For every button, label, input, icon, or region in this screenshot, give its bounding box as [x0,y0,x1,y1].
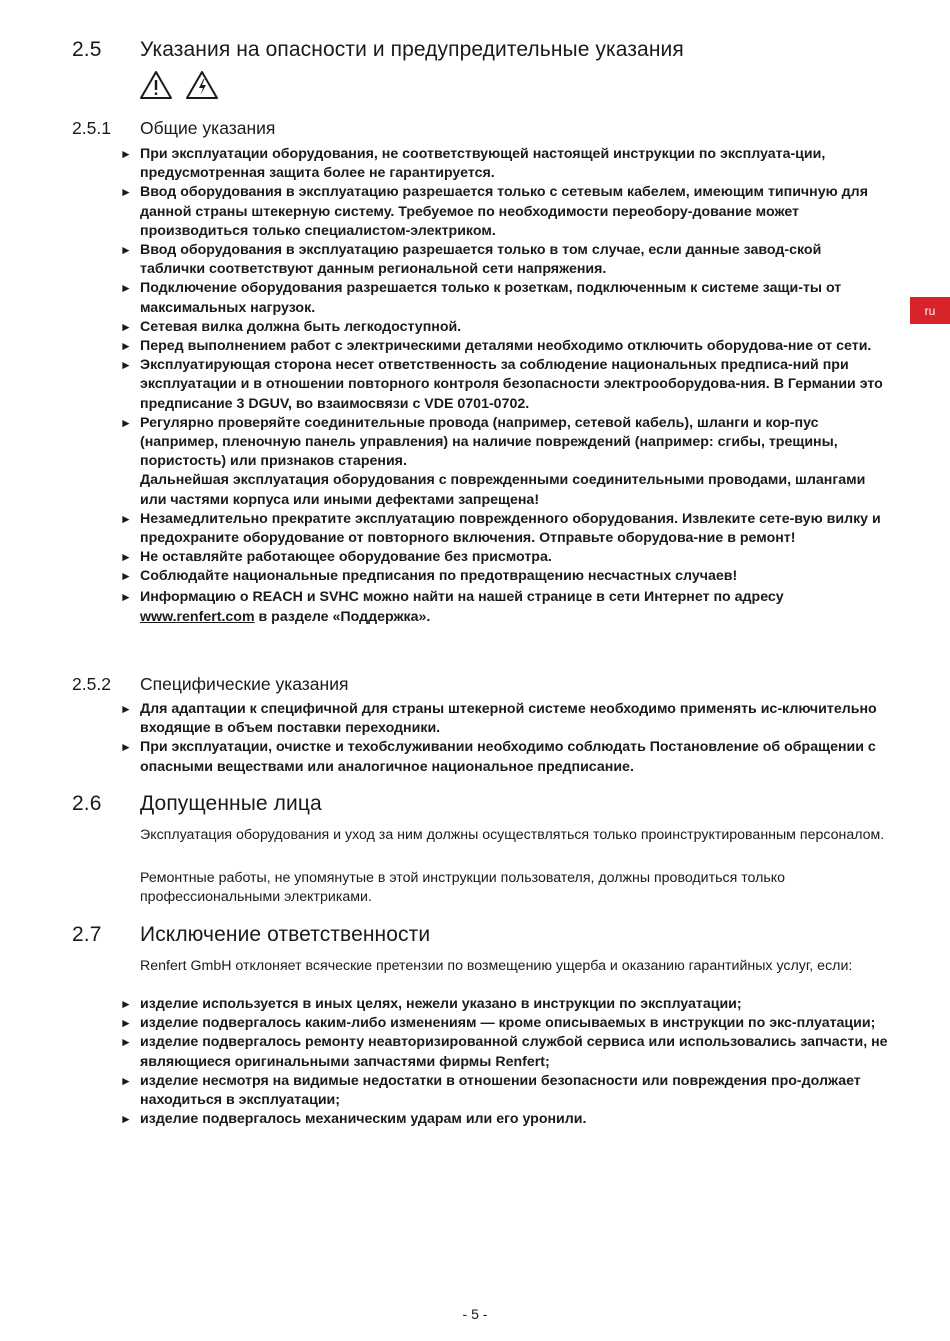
warning-icon [139,70,173,100]
section-2-5-2-heading [72,674,348,695]
list-item: ► Эксплуатирующая сторона несет ответственность за соблюдение национальных предписа-ний при эксплуатации и в отношении повторного контроля безопасности электрооборудова-ния. В Германии это предписание 3 DGUV, во взаимосвязи с VDE 0701-0702. [120,357,883,412]
list-item: ► изделие подвергалось ремонту неавторизированной службой сервиса или использовались запчасти, не являющиеся оригинальными запчастями фирмы Renfert; [120,1034,888,1070]
section-title: Допущенные лица [140,792,322,815]
list-item: ► Для адаптации к специфичной для страны штекерной системе необходимо применять ис-ключительно входящие в объем поставки переходники. [120,701,877,737]
list-item: ► Ввод оборудования в эксплуатацию разрешается только в том случае, если данные завод-ской таблички соответствуют данным региональной сети напряжения. [120,242,822,278]
section-2-5-1-heading [72,118,275,139]
list-item: ► Информацию о REACH и SVHC можно найти на нашей странице в сети Интернет по адресу www.renfert.com в разделе «Поддержка». [120,588,784,626]
list-item: ► изделие несмотря на видимые недостатки в отношении безопасности или повреждения про-должает находиться в эксплуатации; [120,1072,861,1109]
list-item: ► Соблюдайте национальные предписания по предотвращению несчастных случаев! [120,568,738,585]
list-item: ► При эксплуатации, очистке и техобслуживании необходимо соблюдать Постановление об обращении с опасными веществами или аналогичное национальное предписание. [120,739,876,775]
list-item: ► Не оставляйте работающее оборудование без присмотра. [120,549,552,566]
disclaimer-intro: Renfert GmbH отклоняет всяческие претензии по возмещению ущерба и оказанию гарантийных услуг, если: [140,958,853,974]
list-item: ► Незамедлительно прекратите эксплуатацию поврежденного оборудования. Извлеките сете-вую вилку и предохраните оборудование от повторного включения. Отправьте оборудова-ние в ремонт! [120,510,881,547]
section-number: 2.6 [72,792,102,815]
renfert-website-link[interactable]: www.renfert.com [140,609,255,626]
electrical-hazard-icon [185,70,219,100]
list-item: ► Подключение оборудования разрешается только к розеткам, подключенным к системе защи-ты от максимальных нагрузок. [120,280,842,316]
disclaimer-list [120,995,890,1129]
list-item-continuation: Дальнейшая эксплуатация оборудования с поврежденными соединительными проводами, шлангами или частями корпуса или иными дефектами запрещена! [140,472,866,508]
repair-paragraph: Ремонтные работы, не упомянутые в этой инструкции пользователя, должны проводиться только профессиональными электриками. [140,870,786,906]
hazard-icons [139,70,219,100]
page-number: - 5 - [462,1306,488,1322]
list-item: ► изделие используется в иных целях, нежели указано в инструкции по эксплуатации; [120,996,742,1012]
section-number: 2.7 [72,923,102,946]
authorized-persons-paragraph: Эксплуатация оборудования и уход за ним должны осуществляться только проинструктированным персоналом. [140,827,885,843]
list-item: ► Регулярно проверяйте соединительные провода (например, сетевой кабель), шланги и кор-пус (например, пленочную панель управления) на наличие повреждений (например: сгибы, трещины, пористость) или признаков старения. Дальнейшая эксплуатация оборудования с поврежденными соединительными проводами, шлангами или частями корпуса или иными дефектами запрещена! [120,414,890,510]
list-item: ► Перед выполнением работ с электрическими деталями необходимо отключить оборудова-ние от сети. [120,338,872,355]
list-item: ► изделие подвергалось механическим ударам или его уронили. [120,1111,587,1128]
section-title: Исключение ответственности [140,923,431,946]
section-title: Общие указания [140,118,276,138]
general-instructions-list [120,145,890,628]
list-item: ► Ввод оборудования в эксплуатацию разрешается только с сетевым кабелем, имеющим типичную для данной страны штекерную систему. Требуемое по необходимости переобору-дование может производиться только специалистом-электриком. [120,184,868,239]
section-number: 2.5.2 [72,674,111,694]
language-tab: ru [910,297,950,324]
list-item: ► Сетевая вилка должна быть легкодоступной. [120,318,462,335]
section-number: 2.5 [72,38,102,61]
section-2-6-heading [72,792,322,816]
section-title: Специфические указания [140,674,349,694]
specific-instructions-list [120,700,890,777]
section-title: Указания на опасности и предупредительные указания [140,38,684,61]
section-2-5-heading [72,38,684,62]
list-item: ► изделие подвергалось каким-либо изменениям — кроме описываемых в инструкции по экс-плуатации; [120,1015,876,1032]
list-item: ► При эксплуатации оборудования, не соответствующей настоящей инструкции по эксплуата-ции, предусмотренная защита более не гарантируется. [120,146,826,182]
section-2-7-heading [72,923,430,947]
section-number: 2.5.1 [72,118,111,138]
